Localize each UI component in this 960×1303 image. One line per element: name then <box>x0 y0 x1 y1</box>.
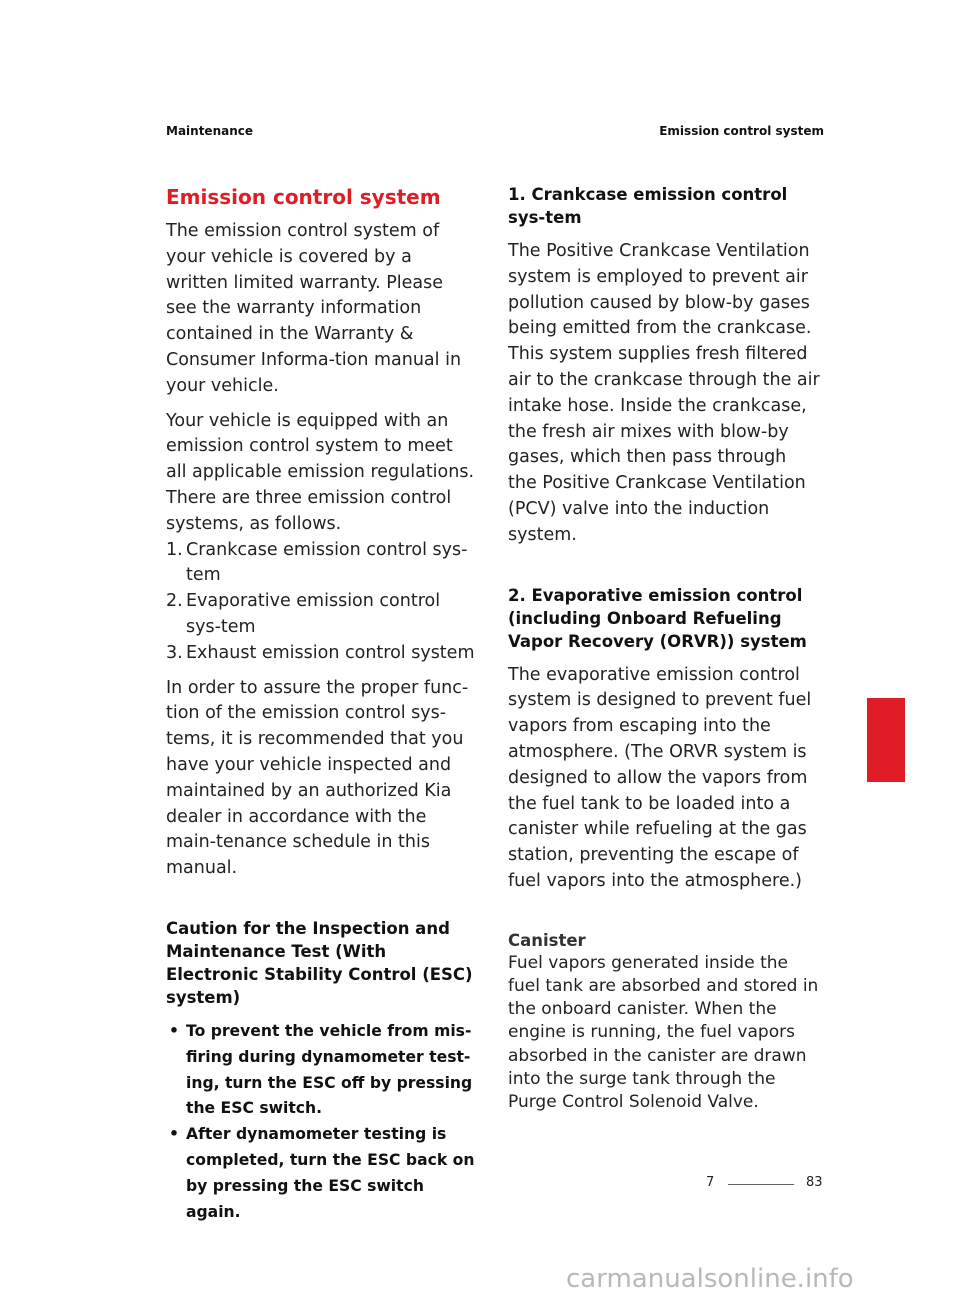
systems-list <box>166 538 478 667</box>
list-item: 2. Evaporative emission control sys-tem <box>166 591 441 637</box>
list-item: 1. Crankcase emission control sys-tem <box>166 539 468 586</box>
systems-paragraph: Your vehicle is equipped with an emission control system to meet all applicable emission regulations. There are three emission control systems, as follows. <box>166 410 475 534</box>
left-column <box>166 183 478 1225</box>
page-title: Emission control system <box>166 185 441 209</box>
page-number: 83 <box>806 1175 823 1190</box>
maintenance-paragraph: In order to assure the proper func-tion of the emission control sys-tems, it is recommended that you have your vehicle inspected and maintained by an authorized Kia dealer in accordance with the main-tenance schedule in this manual. <box>166 677 469 879</box>
watermark: carmanualsonline.info <box>566 1264 854 1294</box>
list-item: 3. Exhaust emission control system <box>166 642 475 663</box>
evaporative-paragraph: The evaporative emission control system is designed to prevent fuel vapors from escaping into the atmosphere. (The ORVR system is designed to allow the vapors from the fuel tank to be loaded into a canister while refueling at the gas station, preventing the escape of fuel vapors into the atmosphere.) <box>508 664 812 891</box>
intro-paragraph: The emission control system of your vehicle is covered by a written limited warranty. Please see the warranty information contained in the Warranty & Consumer Informa-tion manual in your vehicle. <box>166 221 462 396</box>
canister-heading: Canister <box>508 930 586 950</box>
right-column <box>508 183 820 1114</box>
crankcase-paragraph: The Positive Crankcase Ventilation system is employed to prevent air pollution caused by blow-by gases being emitted from the crankcase. This system supplies fresh filtered air to the crankcase through the air intake hose. Inside the crankcase, the fresh air mixes with blow-by gases, which then pass through the Positive Crankcase Ventilation (PCV) valve into the induction system. <box>508 241 820 545</box>
chapter-tab-number: 7 <box>875 764 888 785</box>
list-item: • After dynamometer testing is completed, turn the ESC back on by pressing the ESC switch again. <box>166 1122 478 1225</box>
canister-paragraph: Fuel vapors generated inside the fuel tank are absorbed and stored in the onboard canister. When the engine is running, the fuel vapors absorbed in the canister are drawn into the surge tank through the Purge Control Solenoid Valve. <box>508 952 819 1112</box>
list-item: • To prevent the vehicle from mis-firing during dynamometer test-ing, turn the ESC off by pressing the ESC switch. <box>166 1019 478 1122</box>
crankcase-heading: 1. Crankcase emission control sys-tem <box>508 185 788 227</box>
bullet-icon: • <box>169 1021 179 1040</box>
footer-chapter: 7 <box>706 1175 715 1190</box>
evaporative-heading: 2. Evaporative emission control (including Onboard Refueling Vapor Recovery (ORVR)) system <box>508 585 807 651</box>
header-section-label: Maintenance <box>166 124 254 138</box>
page-footer <box>680 1175 830 1191</box>
footer-divider <box>728 1184 794 1185</box>
bullet-icon: • <box>169 1125 179 1144</box>
caution-list <box>166 1019 478 1225</box>
caution-heading: Caution for the Inspection and Maintenance Test (With Electronic Stability Control (ESC) system) <box>166 918 473 1007</box>
header-topic-label: Emission control system <box>659 124 824 138</box>
